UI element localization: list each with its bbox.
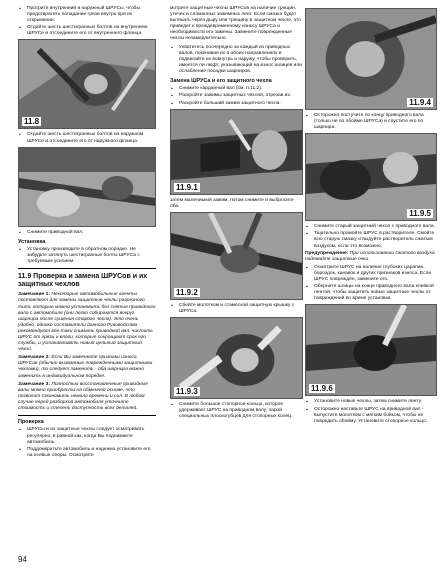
warning-text: При использовании сжатого воздуха надевайте защитные очки. <box>305 250 435 262</box>
photo-11-8 <box>18 39 156 129</box>
list-item: ▪ Протрите внутренний и наружный ШРУСы, чтобы предотвратить попадание грязи внутрь при их открывании. <box>18 6 156 24</box>
list-item: ▪ Снимите приводной вал. <box>18 230 156 236</box>
list-item: ▪ Отдайте шесть шестигранных болтов на внутреннем ШРУСе и отсоедините его от внутреннего фланца. <box>18 25 156 37</box>
col2-after2-list <box>170 303 303 315</box>
photo-11-9-6-image <box>306 305 436 395</box>
figure-label: 11.9.3 <box>176 386 198 396</box>
col1-install-list <box>18 247 156 265</box>
figure-label: 11.9.6 <box>311 384 333 394</box>
list-item: ▪ Снимите большое стопорное кольцо, которое удерживает ШРУС на приводном валу, парой специальных плоскогубцев для стопорных колец. <box>170 402 303 420</box>
note-label: Замечание 3: <box>18 381 50 387</box>
list-item: ▪ Осторожно наставьте ШРУС на приводной вал - выпустите молотком с мягким бойком, чтобы не повредить обойму. Установите стопорное кольцо. <box>305 407 437 425</box>
column-right <box>305 6 437 426</box>
photo-11-9-5-image <box>306 134 436 220</box>
divider <box>18 268 156 269</box>
replace-heading: Замена ШРУСа и его защитного чехла <box>170 78 272 85</box>
list-item: ▪ Тщательно промойте ШРУС в растворителе. Смойте всю старую смазку и выдуйте растворитель сжатым воздухом, если это возможно. <box>305 231 437 249</box>
list-item: ▪ Раскройте больший зажим защитного чехла. <box>170 101 303 107</box>
figure-label: 11.9.1 <box>176 182 198 192</box>
photo-11-9-4-image <box>306 9 436 109</box>
install-heading: Установка <box>18 238 46 245</box>
col1-after-list <box>18 230 156 236</box>
col2-after3-list <box>170 402 303 420</box>
figure-label: 11.9.4 <box>409 98 431 107</box>
list-item: ▪ Раскройте зажимы защитных чехлов, отрезав их. <box>170 93 303 99</box>
list-item: ▪ Поддомкратьте автомобиль и надежно установите его на осевые опоры. Осмотрите <box>18 447 156 459</box>
list-item: ▪ Осмотрите ШРУС на наличие глубоких царапин, бороздок, канавок и других признаков износа. Если ШРУС поврежден, замените его. <box>305 265 437 283</box>
photo-11-9-1-image <box>171 110 302 194</box>
list-item: ▪ Сбейте молотком и стамеской защитную крышку с ШРУСа. <box>170 303 303 315</box>
warning-label: Предупреждение: <box>305 250 349 256</box>
col2-after1-text: затем малениький зажим, потом снимите и выбросите оба. <box>170 197 294 209</box>
list-item: ▪ Отдайте шесть шестигранных болтов на наружном ШРУСе и отсоедините его от наружного фланца. <box>18 132 156 144</box>
photo-11-9-2 <box>170 212 303 300</box>
page-number: 94 <box>18 555 27 564</box>
note-label: Замечание 1: <box>18 292 50 298</box>
list-item: ▪ Снимите карданный вал (см. п.11.2). <box>170 86 303 92</box>
photo-11-9-6 <box>305 304 437 396</box>
note-3 <box>18 382 156 412</box>
figure-label: 11.8 <box>24 117 40 127</box>
col1-mid-list <box>18 132 156 144</box>
photo-11-9-3-image <box>171 318 302 398</box>
col3-after1-list <box>305 113 437 131</box>
col1-top-list <box>18 6 156 37</box>
photo-11-8-image <box>19 40 155 128</box>
list-item: ▪ ШРУСы и их защитные чехлы следует осматривать регулярно, в равной как, когда Вы поднимаете автомобиль. <box>18 427 156 445</box>
col3-after3-list <box>305 399 437 424</box>
note-text: Некоторые автомобильные агенты поставляют для замены защитные чехлы разрезного типа, которые можно установить без снятия приводного вала с автомобиля (они легко собираются вокруг шарнира после сушения старого чехла). Это очень удобно; однако составители данного Руководства рекомендуют все-таки снимать приводной вал, чистить ШРУС от грязи и влаги, которые сокращают срок его службы, и устанавливать новый цельный защитный чехол. <box>18 292 156 353</box>
photo-unlabeled <box>18 147 156 227</box>
photo-11-9-1 <box>170 109 303 195</box>
list-item: ▪ Установите новые чехлы, затем снимите ленту. <box>305 399 437 405</box>
note-2 <box>18 355 156 379</box>
list-item: ▪ Установку производите в обратном порядке. Не забудьте затянуть шестигранные болты ШРУСа с требуемым усилием. <box>18 247 156 265</box>
photo-11-9-3 <box>170 317 303 399</box>
divider <box>18 415 156 416</box>
note-label: Замечание 2: <box>18 355 50 361</box>
warning <box>305 251 437 263</box>
photo-11-9-4 <box>305 8 437 110</box>
list-item: ▪ Снимите старый защитный чехол с приводного вала. <box>305 224 437 230</box>
section-title: 11.9 Проверка и замена ШРУСов и их защитных чехлов <box>18 273 148 289</box>
column-left <box>18 6 156 460</box>
column-middle <box>170 6 303 421</box>
col1-check-list <box>18 427 156 458</box>
list-item: ▪ Осторожно постучите по концу приводного вала (только не по обойме ШРУСа) и спустите его по шарнира. <box>305 113 437 131</box>
col2-top-list <box>170 45 303 75</box>
note-text: Если Вы замечаете признаки износа ШРУСов (обычно вызванные поврежденными защитными чехлами), то следует заменить - оба шарнира можно заменить в индивидуальном порядке. <box>18 355 153 379</box>
list-item: ▪ Оберните шлицы на конце приводного вала клейкой лентой, чтобы защитить новые защитные чехлы от повреждений во время установки. <box>305 284 437 302</box>
photo-11-9-2-image <box>171 213 302 299</box>
note-text: Полностью восстановленные приводные валы можно приобрести на обменной основе, что позволит сэкономить немало времени и сил. В любом случае перед разборкой автомобиля уточните стоимость и степень доступности всех деталей. <box>18 381 148 412</box>
col2-top-text: мотрите защитные чехлы ШРУСов на наличие трещин, утечек и сломанных зажимных лент. Если смазка будет вытекать через дыру или трещину в защитном чехле, это приведет к преждевременному износу ШРУСа и необходимости его замены. Замените поврежденные чехлы незамедлительно. <box>170 6 301 42</box>
note-1 <box>18 292 156 353</box>
figure-label: 11.9.2 <box>176 287 198 297</box>
photo-unlabeled-image <box>19 148 155 226</box>
col3-warning-list <box>305 265 437 303</box>
photo-11-9-5 <box>305 133 437 221</box>
check-heading: Проверка <box>18 419 44 426</box>
col3-after2-list <box>305 224 437 249</box>
col2-replace-list <box>170 86 303 106</box>
figure-label: 11.9.5 <box>409 209 431 219</box>
list-item: ▪ Ухватитесь поочередно за каждый из приводных валов, покачивая их в обоих направлениях и подвигайте их вовнутрь и наружу, чтобы проверить, имеется ли люфт, указывающий на износ шлицев или ослабление посадки шарниров. <box>170 45 303 75</box>
